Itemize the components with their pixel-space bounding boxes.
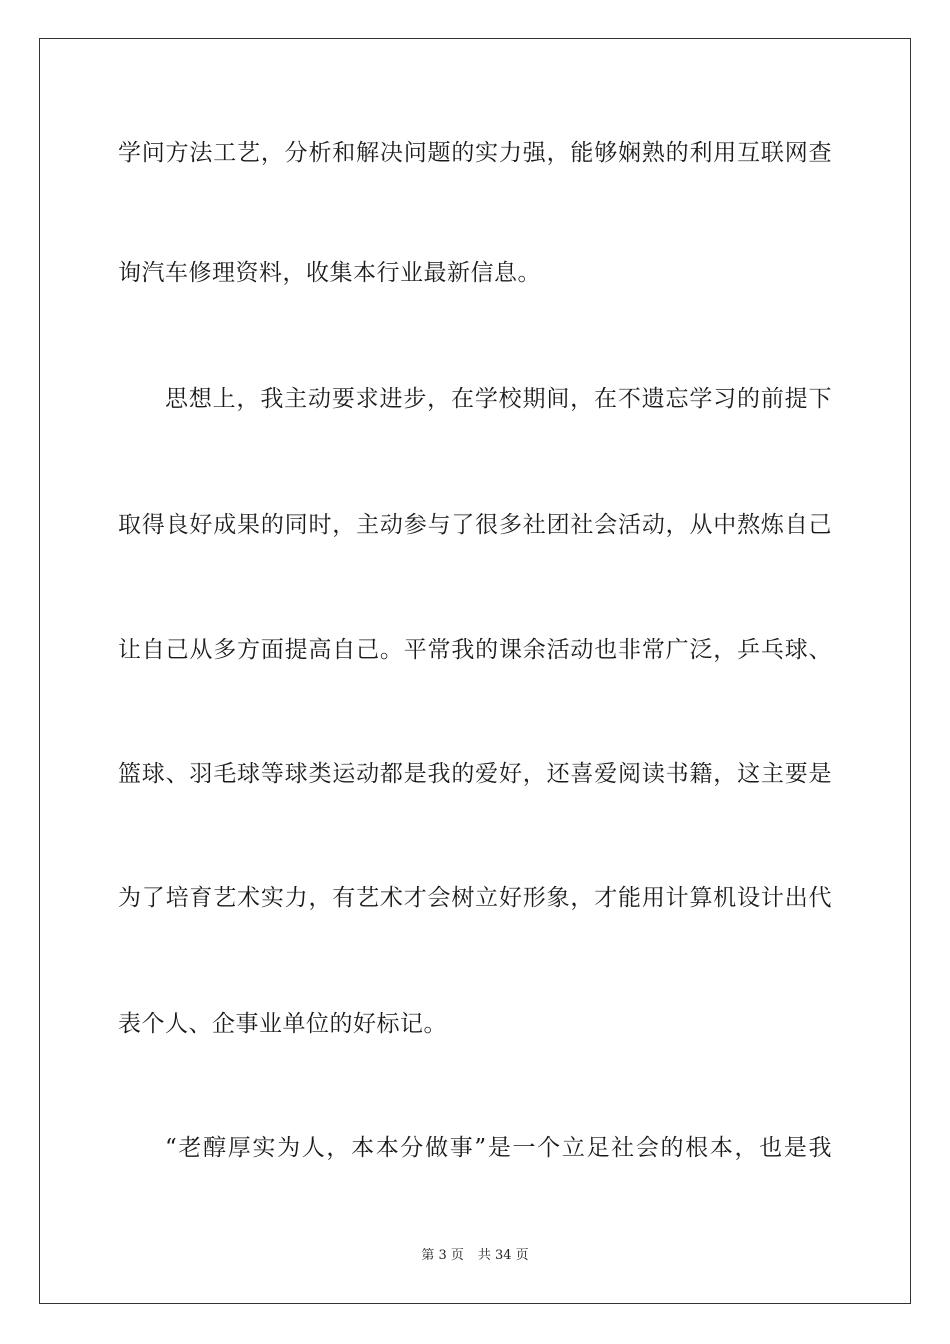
page-number: 第 3 页 (421, 1248, 464, 1263)
body-text-line: 询汽车修理资料，收集本行业最新信息。 (118, 260, 541, 286)
page-frame (39, 38, 911, 1304)
body-text-line: 让自己从多方面提高自己。平常我的课余活动也非常广泛，乒乓球、 (118, 637, 832, 663)
page-footer (0, 1247, 950, 1265)
body-text-line: 表个人、企事业单位的好标记。 (118, 1011, 447, 1037)
body-text-line: 取得良好成果的同时，主动参与了很多社团社会活动，从中熬炼自己 (118, 512, 832, 538)
body-text-line: 为了培育艺术实力，有艺术才会树立好形象，才能用计算机设计出代 (118, 885, 832, 911)
body-text-line: 篮球、羽毛球等球类运动都是我的爱好，还喜爱阅读书籍，这主要是 (118, 761, 832, 787)
body-text-line: 学问方法工艺，分析和解决问题的实力强，能够娴熟的利用互联网查 (118, 140, 832, 166)
page-total: 共 34 页 (477, 1248, 529, 1263)
body-text-line: 思想上，我主动要求进步，在学校期间，在不遗忘学习的前提下 (165, 386, 832, 412)
body-text-line: “老醇厚实为人，本本分做事”是一个立足社会的根本，也是我 (165, 1135, 832, 1161)
